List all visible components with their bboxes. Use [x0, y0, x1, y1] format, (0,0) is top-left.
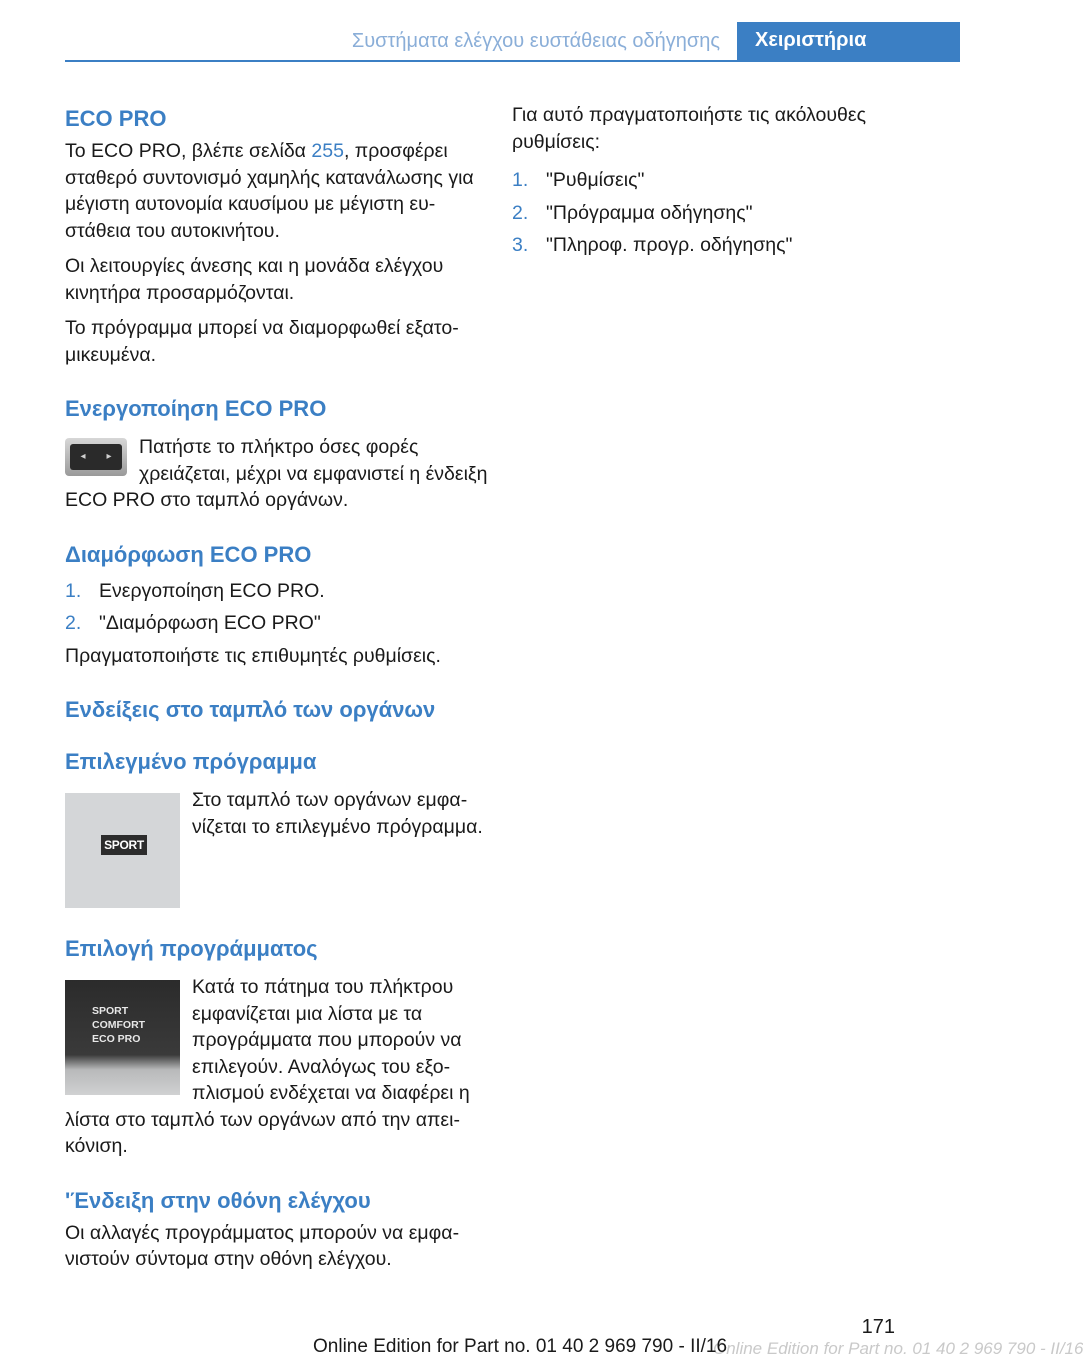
- list-item: [512, 167, 902, 194]
- eco-pro-p1-text-after: , προσφέρει σταθερό συντονισμό χαμηλής κατανάλωσης για μέγιστη αυτονομία καυσίμου με μέγιστη ευστάθεια του αυτοκινήτου.: [65, 140, 474, 242]
- arrow-left-icon: ◂: [80, 450, 86, 462]
- control-display-text: Οι αλλαγές προγράμματος μπορούν να εμφανιστούν σύντομα στην οθόνη ελέγχου.: [65, 1221, 460, 1270]
- menu-item-comfort: COMFORT: [92, 1019, 146, 1031]
- footer-edition: Online Edition for Part no. 01 40 2 969 790 - II/16: [313, 1336, 728, 1357]
- eco-pro-paragraph-3: Το πρόγραμμα μπορεί να διαμορφωθεί εξατομικευμένα.: [65, 317, 459, 366]
- step-number: 2.: [512, 201, 529, 224]
- selected-program-text: Στο ταμπλό των οργάνων εμφανίζεται το επιλεγμένο πρόγραμμα.: [192, 789, 483, 838]
- step-text: "Πληροφ. προγρ. οδήγησης": [546, 234, 793, 256]
- heading-activation: Ενεργοποίηση ECO PRO: [65, 396, 327, 421]
- configuration-after: Πραγματοποιήστε τις επιθυμητές ρυθμίσεις.: [65, 644, 441, 667]
- eco-pro-paragraph-1: [65, 138, 491, 244]
- selected-program-block: [65, 787, 491, 908]
- list-item: [65, 610, 491, 637]
- heading-configuration: Διαμόρφωση ECO PRO: [65, 541, 312, 567]
- list-item: [512, 200, 902, 227]
- program-selection-text: Κατά το πάτημα του πλήκτρου εμφανίζεται μια λίστα με τα προγράμματα που μπορούν να επιλεγούν. Αναλόγως του εξοπλισμού ενδέχεται να διαφέρει η λίστα στο ταμπλό των οργάνων από την απεικόνιση.: [65, 976, 470, 1157]
- running-header-section: Συστήματα ελέγχου ευστάθειας οδήγησης: [351, 30, 720, 52]
- eco-pro-p1-text: Το ECO PRO, βλέπε σελίδα: [65, 140, 312, 162]
- footer-watermark: Online Edition for Part no. 01 40 2 969 790 - II/16: [713, 1339, 1083, 1358]
- page-number: 171: [861, 1316, 895, 1338]
- eco-pro-paragraph-2: Οι λειτουργίες άνεσης και η μονάδα ελέγχου κινητήρα προσαρμόζονται.: [65, 255, 444, 304]
- list-item: [512, 232, 902, 259]
- step-text: "Ρυθμίσεις": [546, 169, 645, 191]
- page-link-255[interactable]: 255: [311, 140, 344, 162]
- arrow-right-icon: ▸: [106, 450, 112, 462]
- step-text: "Διαμόρφωση ECO PRO": [99, 612, 321, 634]
- step-text: Ενεργοποίηση ECO PRO.: [99, 579, 325, 602]
- driving-mode-button-image: [65, 438, 127, 476]
- right-column: [512, 100, 902, 265]
- right-steps: [512, 167, 902, 259]
- heading-control-display: 'Ένδειξη στην οθόνη ελέγχου: [65, 1187, 371, 1213]
- step-number: 3.: [512, 234, 529, 256]
- heading-eco-pro: ECO PRO: [65, 106, 167, 131]
- program-list-image: [65, 980, 180, 1095]
- sport-badge: SPORT: [101, 835, 147, 855]
- header-rule: [65, 60, 960, 62]
- activation-text: Πατήστε το πλήκτρο όσες φορές χρειάζεται, μέχρι να εμφανιστεί η ένδειξη ECO PRO στο ταμπλό οργάνων.: [65, 436, 488, 511]
- running-header-tab: Χειριστήρια: [737, 22, 960, 62]
- step-number: 1.: [65, 579, 82, 602]
- step-text: "Πρόγραμμα οδήγησης": [546, 201, 753, 224]
- menu-item-eco-pro: ECO PRO: [92, 1033, 141, 1045]
- heading-program-selection: Επιλογή προγράμματος: [65, 936, 318, 961]
- list-item: [65, 578, 491, 605]
- configuration-steps: [65, 578, 491, 637]
- menu-item-sport: SPORT: [92, 1005, 129, 1017]
- heading-indications: Ενδείξεις στο ταμπλό των οργάνων: [65, 697, 436, 722]
- activation-block: [65, 434, 491, 514]
- right-intro: Για αυτό πραγματοποιήστε τις ακόλουθες ρυθμίσεις:: [512, 104, 866, 153]
- program-selection-block: [65, 974, 491, 1160]
- sport-display-image: [65, 793, 180, 908]
- step-number: 1.: [512, 169, 529, 191]
- heading-selected-program: Επιλεγμένο πρόγραμμα: [65, 749, 317, 774]
- left-column: [65, 100, 491, 1273]
- step-number: 2.: [65, 612, 82, 634]
